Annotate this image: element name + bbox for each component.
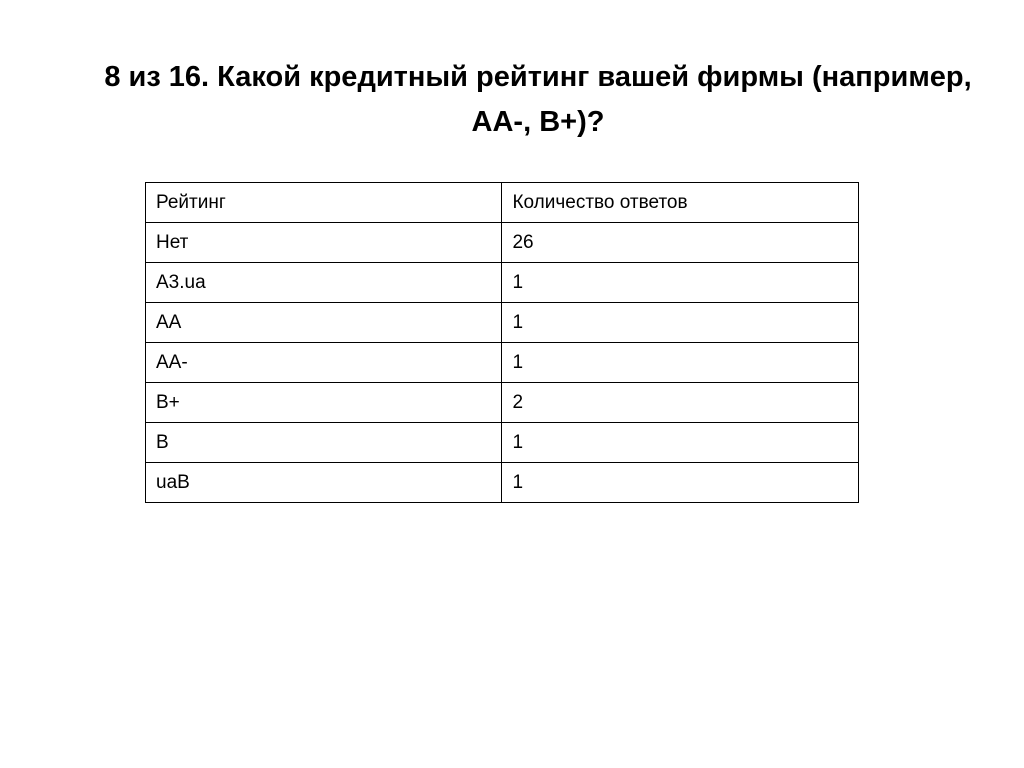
table-row xyxy=(146,463,859,503)
count-cell: 1 xyxy=(502,423,859,463)
count-cell: 26 xyxy=(502,223,859,263)
table-header-row xyxy=(146,183,859,223)
rating-cell: B xyxy=(146,423,502,463)
rating-cell: Нет xyxy=(146,223,502,263)
rating-cell: B+ xyxy=(146,383,502,423)
count-cell: 1 xyxy=(502,303,859,343)
rating-cell: AA xyxy=(146,303,502,343)
table-row xyxy=(146,383,859,423)
slide-title-line-1: 8 из 16. Какой кредитный рейтинг вашей фирмы (например, xyxy=(104,61,972,93)
rating-table xyxy=(145,182,859,503)
rating-cell: AA- xyxy=(146,343,502,383)
count-cell: 2 xyxy=(502,383,859,423)
slide-title-line-2: AA-, B+)? xyxy=(471,106,605,138)
table-row xyxy=(146,223,859,263)
slide-title xyxy=(60,55,1016,145)
table-row xyxy=(146,343,859,383)
rating-cell: A3.ua xyxy=(146,263,502,303)
header-cell-count: Количество ответов xyxy=(502,183,859,223)
table-row xyxy=(146,263,859,303)
table-row xyxy=(146,303,859,343)
header-cell-rating: Рейтинг xyxy=(146,183,502,223)
count-cell: 1 xyxy=(502,343,859,383)
table-row xyxy=(146,423,859,463)
rating-cell: uaB xyxy=(146,463,502,503)
count-cell: 1 xyxy=(502,463,859,503)
count-cell: 1 xyxy=(502,263,859,303)
